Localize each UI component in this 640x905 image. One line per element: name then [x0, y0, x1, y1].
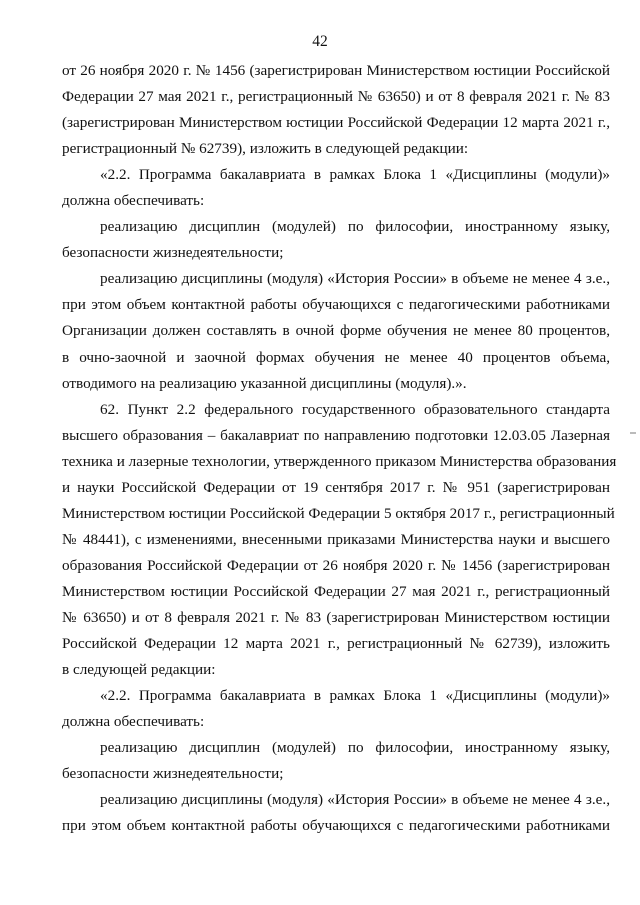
text-line: Федерации 27 мая 2021 г., регистрационный № 63650) и от 8 февраля 2021 г. № 83	[62, 88, 610, 106]
text-line: Министерством юстиции Российской Федерации 27 мая 2021 г., регистрационный	[62, 582, 610, 600]
text-line: реализацию дисциплины (модуля) «История России» в объеме не менее 4 з.е.,	[100, 791, 610, 809]
document-body	[62, 58, 617, 839]
text-line: «2.2. Программа бакалавриата в рамках Блока 1 «Дисциплины (модули)»	[100, 687, 610, 705]
text-line: должна обеспечивать:	[62, 192, 205, 210]
text-line: техника и лазерные технологии, утвержденного приказом Министерства образования	[62, 452, 617, 470]
text-line: отводимого на реализацию указанной дисциплины (модуля).».	[62, 374, 467, 392]
text-line: безопасности жизнедеятельности;	[62, 765, 284, 783]
text-line: Российской Федерации 12 марта 2021 г., регистрационный № 62739), изложить	[62, 635, 610, 653]
text-line: и науки Российской Федерации от 19 сентября 2017 г. № 951 (зарегистрирован	[62, 478, 610, 496]
text-line: № 63650) и от 8 февраля 2021 г. № 83 (зарегистрирован Министерством юстиции	[62, 608, 610, 626]
text-line: от 26 ноября 2020 г. № 1456 (зарегистрирован Министерством юстиции Российской	[62, 62, 610, 79]
scan-artifact	[630, 432, 636, 434]
page-number: 42	[312, 33, 328, 50]
text-line: должна обеспечивать:	[62, 713, 205, 731]
text-line: регистрационный № 62739), изложить в следующей редакции:	[62, 140, 469, 158]
text-line: при этом объем контактной работы обучающихся с педагогическими работниками	[62, 296, 610, 314]
text-line: реализацию дисциплин (модулей) по философии, иностранному языку,	[100, 218, 610, 236]
text-line: реализацию дисциплин (модулей) по философии, иностранному языку,	[100, 739, 610, 757]
text-line: реализацию дисциплины (модуля) «История России» в объеме не менее 4 з.е.,	[100, 270, 610, 288]
text-line: в очно-заочной и заочной формах обучения не менее 40 процентов объема,	[62, 348, 610, 366]
text-line: Организации должен составлять в очной форме обучения не менее 80 процентов,	[62, 322, 610, 340]
text-line: высшего образования – бакалавриат по направлению подготовки 12.03.05 Лазерная	[62, 426, 610, 444]
text-line: (зарегистрирован Министерством юстиции Российской Федерации 12 марта 2021 г.,	[62, 114, 610, 132]
text-line: Министерством юстиции Российской Федерации 5 октября 2017 г., регистрационный	[62, 504, 615, 522]
text-line: № 48441), с изменениями, внесенными приказами Министерства науки и высшего	[62, 530, 610, 548]
text-line: в следующей редакции:	[62, 661, 216, 679]
text-line: 62. Пункт 2.2 федерального государственного образовательного стандарта	[100, 400, 610, 418]
text-line: «2.2. Программа бакалавриата в рамках Блока 1 «Дисциплины (модули)»	[100, 166, 610, 184]
text-line: образования Российской Федерации от 26 ноября 2020 г. № 1456 (зарегистрирован	[62, 556, 610, 574]
text-line: при этом объем контактной работы обучающихся с педагогическими работниками	[62, 817, 610, 835]
text-line: безопасности жизнедеятельности;	[62, 244, 284, 262]
